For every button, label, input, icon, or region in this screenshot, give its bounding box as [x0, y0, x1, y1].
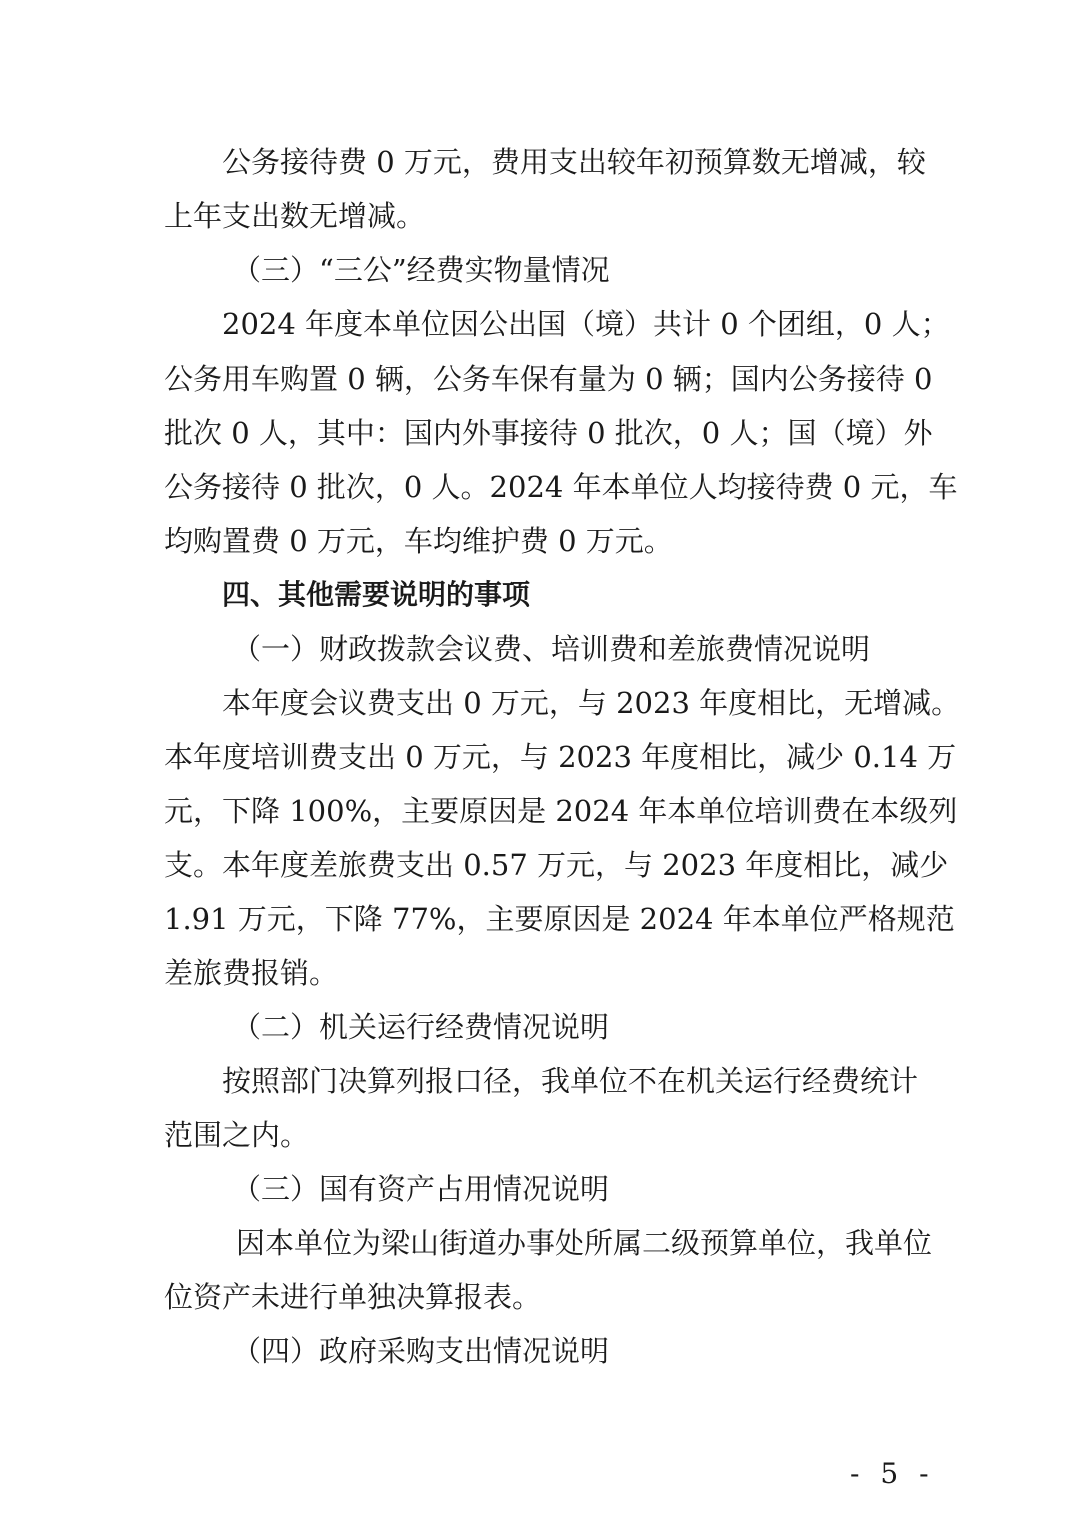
section-heading: 四、其他需要说明的事项: [222, 578, 531, 611]
section-subheading: （三）国有资产占用情况说明: [232, 1172, 610, 1206]
paragraph-line: 因本单位为梁山街道办事处所属二级预算单位，我单位: [236, 1226, 933, 1260]
paragraph-line: 批次 0 人，其中：国内外事接待 0 批次，0 人；国（境）外: [164, 416, 933, 450]
paragraph-line: 公务接待 0 批次，0 人。2024 年本单位人均接待费 0 元，车: [164, 470, 958, 504]
paragraph-line: 范围之内。: [164, 1118, 310, 1152]
paragraph-line: 1.91 万元，下降 77%，主要原因是 2024 年本单位严格规范: [164, 902, 955, 936]
paragraph-line: 按照部门决算列报口径，我单位不在机关运行经费统计: [222, 1064, 919, 1098]
paragraph-line: 差旅费报销。: [164, 956, 339, 990]
section-subheading: （一）财政拨款会议费、培训费和差旅费情况说明: [232, 632, 871, 666]
paragraph-line: 位资产未进行单独决算报表。: [164, 1280, 542, 1314]
section-subheading: （四）政府采购支出情况说明: [232, 1334, 610, 1368]
paragraph-line: 元，下降 100%，主要原因是 2024 年本单位培训费在本级列: [164, 794, 958, 828]
paragraph-line: 公务用车购置 0 辆，公务车保有量为 0 辆；国内公务接待 0: [164, 362, 933, 396]
paragraph-line: 上年支出数无增减。: [164, 199, 426, 233]
paragraph-line: 2024 年度本单位因公出国（境）共计 0 个团组，0 人；: [222, 307, 950, 341]
paragraph-line: 本年度培训费支出 0 万元，与 2023 年度相比，减少 0.14 万: [164, 740, 957, 774]
page-number: - 5 -: [850, 1457, 935, 1490]
section-subheading: （二）机关运行经费情况说明: [232, 1010, 610, 1044]
paragraph-line: 本年度会议费支出 0 万元，与 2023 年度相比，无增减。: [222, 686, 961, 720]
paragraph-line: 支。本年度差旅费支出 0.57 万元，与 2023 年度相比，减少: [164, 848, 949, 882]
paragraph-line: 公务接待费 0 万元，费用支出较年初预算数无增减，较: [222, 145, 926, 179]
section-subheading: （三）“三公”经费实物量情况: [232, 253, 610, 287]
paragraph-line: 均购置费 0 万元，车均维护费 0 万元。: [164, 524, 673, 558]
